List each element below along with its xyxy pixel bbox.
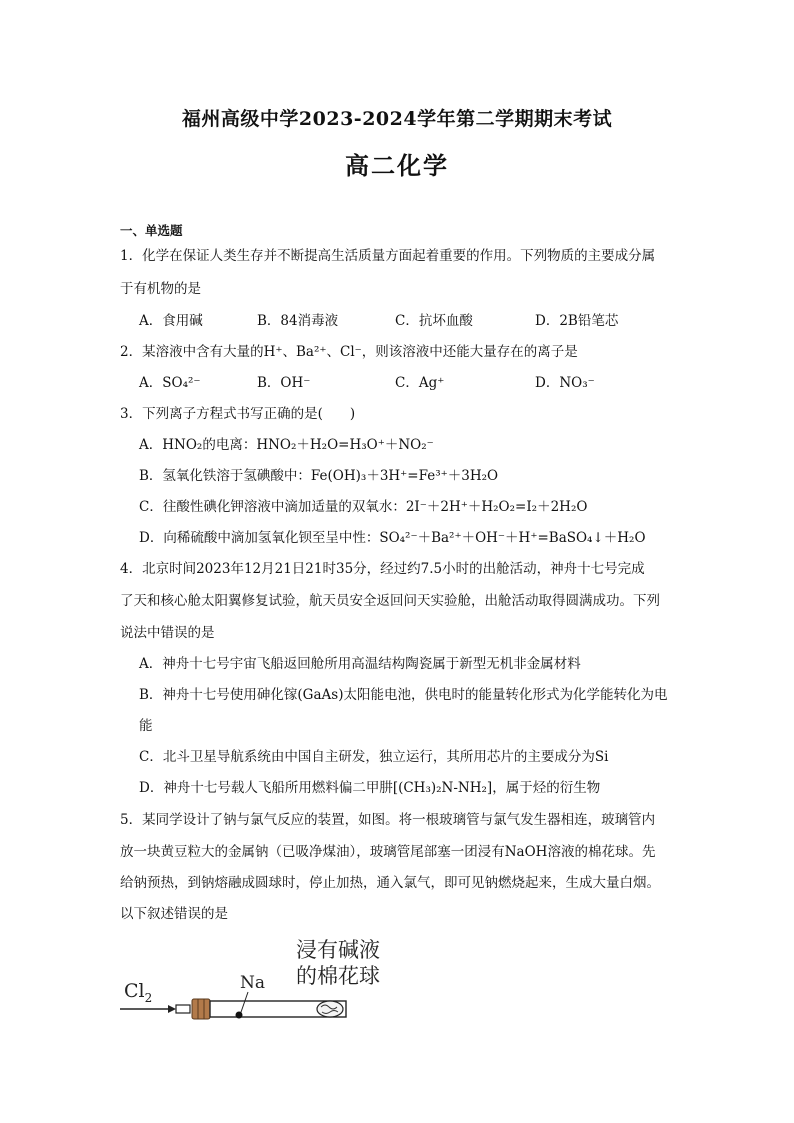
q2-option-a: A．SO₄²⁻	[139, 375, 201, 391]
inlet-tube	[176, 1005, 190, 1013]
q2-stem: 2．某溶液中含有大量的H⁺、Ba²⁺、Cl⁻，则该溶液中还能大量存在的离子是	[120, 344, 578, 360]
sodium-pointer	[240, 992, 248, 1015]
q1-option-d: D．2B铅笔芯	[535, 313, 619, 329]
q3-option-a: A．HNO₂的电离：HNO₂＋H₂O=H₃O⁺＋NO₂⁻	[139, 437, 434, 453]
q1-option-c: C．抗坏血酸	[395, 313, 473, 329]
cotton-ball	[317, 1001, 343, 1017]
q3-stem: 3．下列离子方程式书写正确的是( )	[120, 406, 356, 422]
sodium-piece	[236, 1012, 243, 1019]
q4-option-c: C．北斗卫星导航系统由中国自主研发，独立运行，其所用芯片的主要成分为Si	[139, 749, 609, 765]
rubber-stopper	[192, 999, 210, 1019]
q4-option-b-line1: B．神舟十七号使用砷化镓(GaAs)太阳能电池，供电时的能量转化形式为化学能转化为电	[139, 687, 668, 703]
q4-stem-line1: 4．北京时间2023年12月21日21时35分，经过约7.5小时的出舱活动，神舟十七号完成	[120, 561, 645, 577]
q5-stem-line4: 以下叙述错误的是	[120, 906, 228, 922]
exam-title: 福州高级中学2023-2024学年第二学期期末考试	[181, 108, 613, 130]
q5-stem-line3: 给钠预热，到钠熔融成圆球时，停止加热，通入氯气，即可见钠燃烧起来，生成大量白烟。	[120, 875, 660, 891]
sodium-label: Na	[240, 973, 266, 993]
q2-option-b: B．OH⁻	[257, 375, 311, 391]
q1-option-a: A．食用碱	[139, 313, 203, 329]
q3-option-d: D．向稀硫酸中滴加氢氧化钡至呈中性：SO₄²⁻＋Ba²⁺＋OH⁻＋H⁺=BaSO₄↓＋H₂O	[139, 530, 646, 546]
q1-stem-line2: 于有机物的是	[120, 281, 201, 297]
q2-option-c: C．Ag⁺	[395, 375, 445, 391]
q2-option-d: D．NO₃⁻	[535, 375, 595, 391]
apparatus-figure	[118, 935, 418, 1035]
q1-stem-line1: 1．化学在保证人类生存并不断提高生活质量方面起着重要的作用。下列物质的主要成分属	[120, 248, 656, 264]
arrow-head-icon	[168, 1005, 176, 1013]
cotton-label-line2: 的棉花球	[296, 964, 380, 988]
q3-option-b: B．氢氧化铁溶于氢碘酸中：Fe(OH)₃＋3H⁺=Fe³⁺＋3H₂O	[139, 468, 499, 484]
q3-option-c: C．往酸性碘化钾溶液中滴加适量的双氧水：2I⁻＋2H⁺＋H₂O₂=I₂＋2H₂O	[139, 499, 588, 515]
q1-option-b: B．84消毒液	[257, 313, 339, 329]
chlorine-label: $Cl_2$	[124, 980, 153, 1005]
q4-option-b-line2: 能	[139, 718, 153, 734]
exam-subject: 高二化学	[345, 151, 449, 180]
q5-stem-line2: 放一块黄豆粒大的金属钠（已吸净煤油），玻璃管尾部塞一团浸有NaOH溶液的棉花球。先	[120, 844, 656, 860]
section-heading: 一、单选题	[120, 223, 183, 238]
q4-stem-line2: 了天和核心舱太阳翼修复试验，航天员安全返回问天实验舱，出舱活动取得圆满成功。下列	[120, 593, 660, 609]
q4-option-a: A．神舟十七号宇宙飞船返回舱所用高温结构陶瓷属于新型无机非金属材料	[139, 656, 581, 672]
q4-stem-line3: 说法中错误的是	[120, 625, 215, 641]
cotton-label-line1: 浸有碱液	[296, 938, 380, 962]
q4-option-d: D．神舟十七号载人飞船所用燃料偏二甲肼[(CH₃)₂N-NH₂]，属于烃的衍生物	[139, 780, 601, 796]
q5-stem-line1: 5．某同学设计了钠与氯气反应的装置，如图。将一根玻璃管与氯气发生器相连，玻璃管内	[120, 812, 656, 828]
